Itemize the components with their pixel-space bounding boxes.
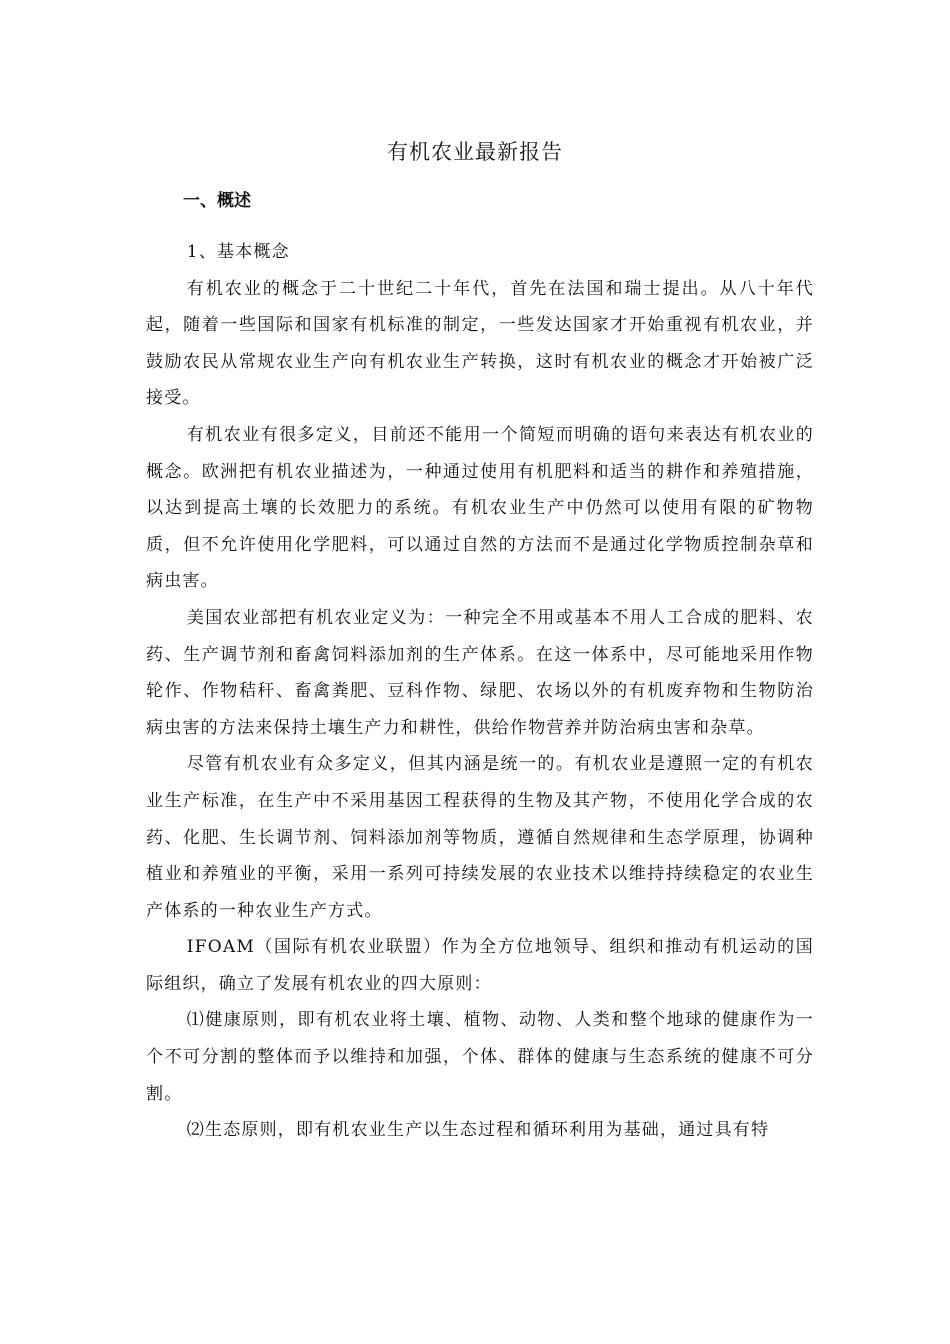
- paragraph-health-principle: ⑴健康原则，即有机农业将土壤、植物、动物、人类和整个地球的健康作为一个不可分割的整体而予以维持和加强，个体、群体的健康与生态系统的健康不可分割。: [146, 1010, 814, 1104]
- paragraph-usda-definition: 美国农业部把有机农业定义为：一种完全不用或基本不用人工合成的肥料、农药、生产调节剂和畜禽饲料添加剂的生产体系。在这一体系中，尽可能地采用作物轮作、作物秸秆、畜禽粪肥、豆科作物、绿肥、农场以外的有机废弃物和生物防治病虫害的方法来保持土壤生产力和耕性，供给作物营养并防治病虫害和杂草。: [146, 607, 814, 738]
- document-title: 有机农业最新报告: [387, 140, 563, 164]
- paragraph-ecology-principle: ⑵生态原则，即有机农业生产以生态过程和循环利用为基础，通过具有特: [186, 1120, 770, 1141]
- subsection-heading: 1、基本概念: [186, 242, 290, 262]
- paragraph-connotation: 尽管有机农业有众多定义，但其内涵是统一的。有机农业是遵照一定的有机农业生产标准，在生产中不采用基因工程获得的生物及其产物，不使用化学合成的农药、化肥、生长调节剂、饲料添加剂等物质，遵循自然规律和生态学原理，协调种植业和养殖业的平衡，采用一系列可持续发展的农业技术以维持持续稳定的农业生产体系的一种农业生产方式。: [146, 754, 814, 921]
- paragraph-european-definition: 有机农业有很多定义，目前还不能用一个简短而明确的语句来表达有机农业的概念。欧洲把有机农业描述为，一种通过使用有机肥料和适当的耕作和养殖措施，以达到提高土壤的长效肥力的系统。有机农业生产中仍然可以使用有限的矿物物质，但不允许使用化学肥料，可以通过自然的方法而不是通过化学物质控制杂草和病虫害。: [146, 424, 814, 592]
- paragraph-ifoam: IFOAM（国际有机农业联盟）作为全方位地领导、组织和推动有机运动的国际组织，确立了发展有机农业的四大原则：: [146, 937, 814, 994]
- section-heading: 一、概述: [183, 191, 251, 211]
- paragraph-origin: 有机农业的概念于二十世纪二十年代，首先在法国和瑞士提出。从八十年代起，随着一些国际和国家有机标准的制定，一些发达国家才开始重视有机农业，并鼓励农民从常规农业生产向有机农业生产转换，这时有机农业的概念才开始被广泛接受。: [146, 278, 814, 409]
- document-body: [146, 234, 814, 1149]
